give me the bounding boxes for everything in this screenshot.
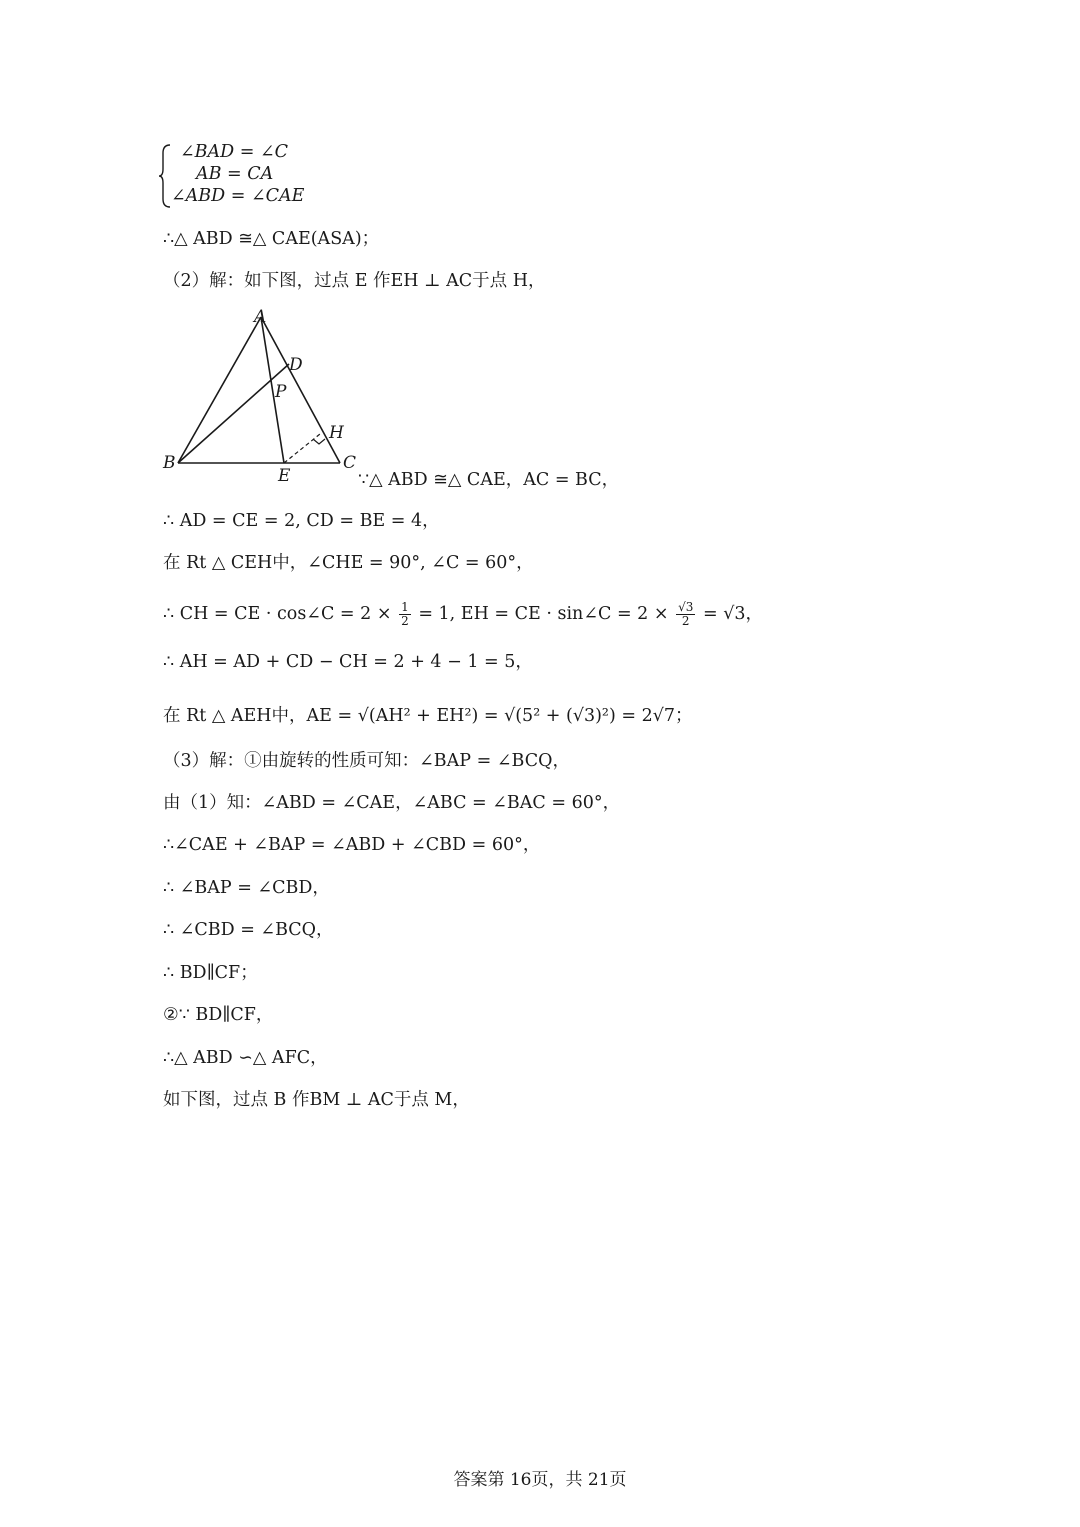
- fraction-one-half: $\frac{1}{2}$: [401, 600, 409, 628]
- side-ab: [178, 317, 261, 463]
- text-line-14: ∴ BD∥CF；: [163, 963, 258, 983]
- label-h: H: [329, 423, 344, 443]
- system-line-3: ∠ABD = ∠CAE: [171, 186, 305, 206]
- system-line-2: AB = CA: [196, 164, 274, 184]
- text-line-11: ∴∠CAE + ∠BAP = ∠ABD + ∠CBD = 60°，: [163, 835, 541, 855]
- text-line-2: （2）解：如下图，过点 E 作EH ⊥ AC于点 H，: [163, 271, 546, 291]
- text-line-6-a: ∴ CH = CE · cos∠C = 2 ×: [163, 604, 392, 624]
- text-line-10: 由（1）知：∠ABD = ∠CAE，∠ABC = ∠BAC = 60°，: [163, 793, 621, 813]
- text-line-1: ∴△ ABD ≅△ CAE(ASA)；: [163, 229, 380, 249]
- text-line-9: （3）解：①由旋转的性质可知：∠BAP = ∠BCQ，: [163, 751, 570, 771]
- right-angle-mark: [313, 439, 325, 444]
- label-p: P: [275, 382, 287, 402]
- label-e: E: [278, 466, 291, 485]
- text-line-6-c: = √3，: [702, 604, 763, 624]
- label-b: B: [163, 453, 176, 473]
- left-brace: [158, 143, 172, 209]
- text-line-5: 在 Rt △ CEH中，∠CHE = 90°, ∠C = 60°，: [163, 553, 534, 573]
- page-footer: 答案第 16页，共 21页: [453, 1470, 627, 1490]
- text-line-16: ∴△ ABD ∽△ AFC，: [163, 1048, 328, 1068]
- text-line-6: [163, 598, 763, 630]
- text-line-3: ∵△ ABD ≅△ CAE，AC = BC，: [358, 470, 620, 490]
- text-line-13: ∴ ∠CBD = ∠BCQ，: [163, 920, 334, 940]
- fraction-root3-half: $\frac{√3}{2}$: [678, 600, 694, 628]
- system-line-1: ∠BAD = ∠C: [180, 142, 289, 162]
- label-d: D: [289, 355, 303, 375]
- text-line-12: ∴ ∠BAP = ∠CBD，: [163, 878, 330, 898]
- segment-bd: [178, 364, 289, 463]
- label-a: A: [254, 307, 267, 327]
- segment-eh: [284, 434, 320, 463]
- triangle-figure: [158, 305, 378, 485]
- text-line-4: ∴ AD = CE = 2, CD = BE = 4，: [163, 511, 440, 531]
- text-line-6-b: = 1, EH = CE · sin∠C = 2 ×: [418, 604, 669, 624]
- text-line-15: ②∵ BD∥CF，: [163, 1005, 274, 1025]
- label-c: C: [343, 453, 357, 473]
- text-line-17: 如下图，过点 B 作BM ⊥ AC于点 M，: [163, 1090, 470, 1110]
- text-line-8: 在 Rt △ AEH中，AE = √(AH² + EH²) = √(5² + (√3)²) = 2√7；: [163, 706, 693, 726]
- text-line-7: ∴ AH = AD + CD − CH = 2 + 4 − 1 = 5，: [163, 652, 533, 672]
